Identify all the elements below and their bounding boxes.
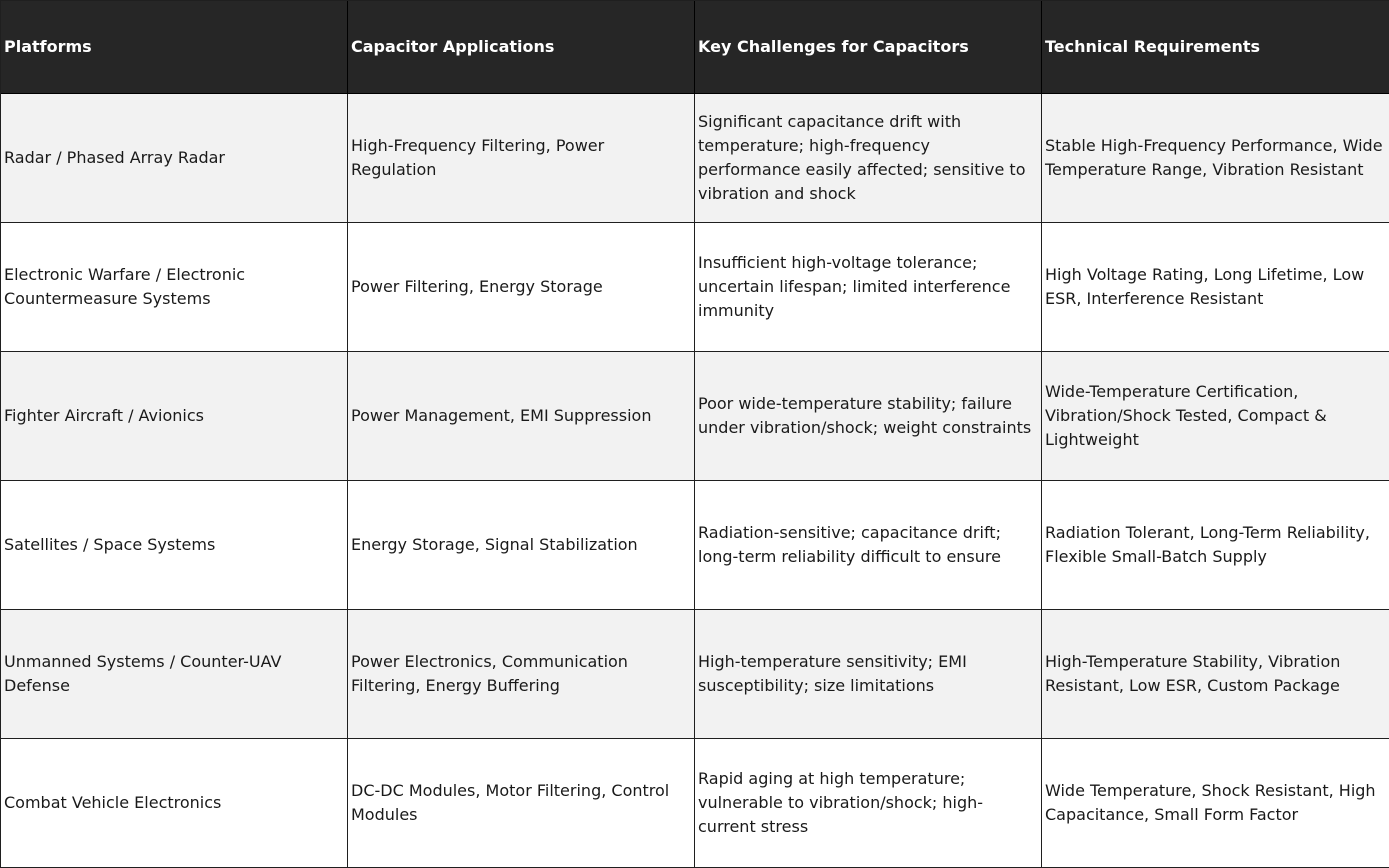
header-technical-requirements: Technical Requirements bbox=[1042, 1, 1389, 94]
table-cell-applications: Energy Storage, Signal Stabilization bbox=[348, 481, 695, 610]
table-cell-challenges: Rapid aging at high temperature; vulnerable to vibration/shock; high-current stress bbox=[695, 739, 1042, 868]
table-cell-applications: High-Frequency Filtering, Power Regulation bbox=[348, 94, 695, 223]
table-cell-applications: Power Management, EMI Suppression bbox=[348, 352, 695, 481]
header-key-challenges: Key Challenges for Capacitors bbox=[695, 1, 1042, 94]
header-capacitor-applications: Capacitor Applications bbox=[348, 1, 695, 94]
table-cell-challenges: Radiation-sensitive; capacitance drift; long-term reliability difficult to ensure bbox=[695, 481, 1042, 610]
table-cell-applications: Power Electronics, Communication Filtering, Energy Buffering bbox=[348, 610, 695, 739]
table-cell-requirements: Stable High-Frequency Performance, Wide Temperature Range, Vibration Resistant bbox=[1042, 94, 1389, 223]
table-cell-requirements: Wide-Temperature Certification, Vibration/Shock Tested, Compact & Lightweight bbox=[1042, 352, 1389, 481]
table-cell-platform: Fighter Aircraft / Avionics bbox=[1, 352, 348, 481]
table-cell-applications: Power Filtering, Energy Storage bbox=[348, 223, 695, 352]
table-cell-requirements: High Voltage Rating, Long Lifetime, Low ESR, Interference Resistant bbox=[1042, 223, 1389, 352]
table-cell-applications: DC-DC Modules, Motor Filtering, Control Modules bbox=[348, 739, 695, 868]
table-cell-challenges: Significant capacitance drift with temperature; high-frequency performance easily affected; sensitive to vibration and shock bbox=[695, 94, 1042, 223]
table-cell-platform: Satellites / Space Systems bbox=[1, 481, 348, 610]
table-cell-platform: Unmanned Systems / Counter-UAV Defense bbox=[1, 610, 348, 739]
table-cell-requirements: Radiation Tolerant, Long-Term Reliability, Flexible Small-Batch Supply bbox=[1042, 481, 1389, 610]
table-cell-requirements: Wide Temperature, Shock Resistant, High Capacitance, Small Form Factor bbox=[1042, 739, 1389, 868]
table-cell-requirements: High-Temperature Stability, Vibration Resistant, Low ESR, Custom Package bbox=[1042, 610, 1389, 739]
header-platforms: Platforms bbox=[1, 1, 348, 94]
table-cell-platform: Electronic Warfare / Electronic Countermeasure Systems bbox=[1, 223, 348, 352]
table-cell-platform: Radar / Phased Array Radar bbox=[1, 94, 348, 223]
table-cell-challenges: Insufficient high-voltage tolerance; uncertain lifespan; limited interference immunity bbox=[695, 223, 1042, 352]
table-cell-challenges: Poor wide-temperature stability; failure under vibration/shock; weight constraints bbox=[695, 352, 1042, 481]
table-cell-platform: Combat Vehicle Electronics bbox=[1, 739, 348, 868]
table-cell-challenges: High-temperature sensitivity; EMI susceptibility; size limitations bbox=[695, 610, 1042, 739]
